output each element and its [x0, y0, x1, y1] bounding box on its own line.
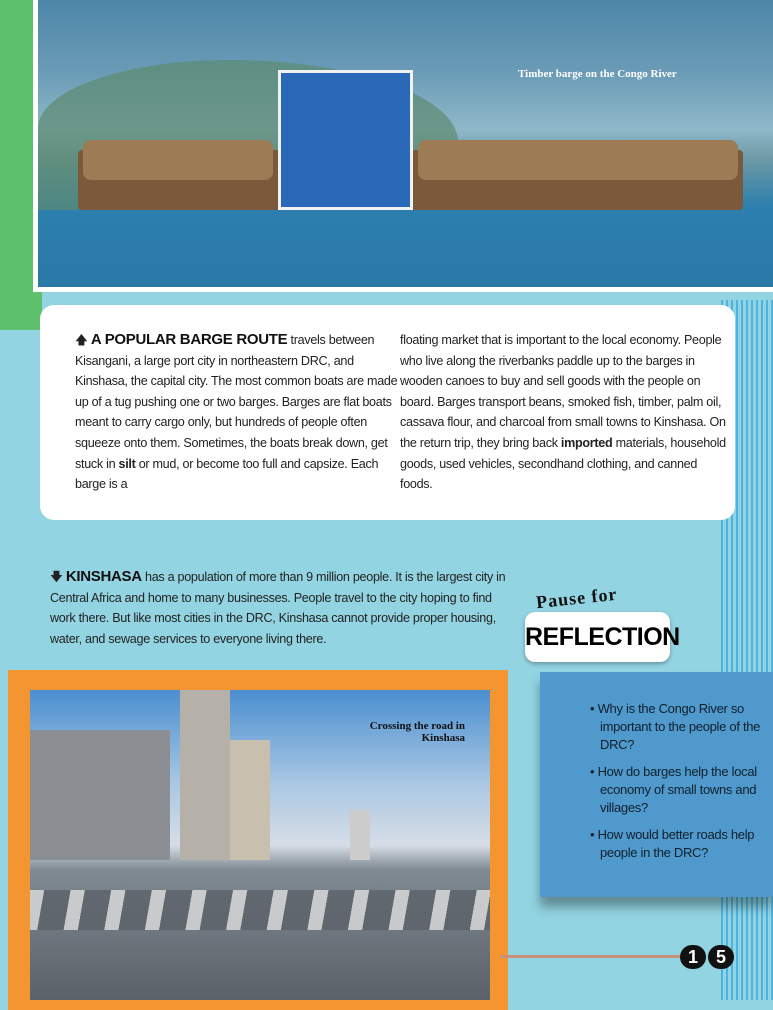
question: • How would better roads help people in the DRC? [590, 826, 765, 862]
question: • Why is the Congo River so important to the people of the DRC? [590, 700, 765, 754]
barge-text-col1 [75, 330, 405, 495]
body-text: floating market that is important to the local economy. People who live along the riverbanks paddle up to the barges in wooden canoes to buy and sell goods with the people on board. Barges transport beans, smoked fish, timber, palm oil, cassava flour, and charcoal from small towns to Kinshasa. On the return trip, they bring back [400, 333, 726, 450]
section-heading: A POPULAR BARGE ROUTE [90, 331, 288, 348]
section-heading: KINSHASA [65, 568, 142, 585]
page-digit: 5 [708, 945, 734, 969]
cargo [418, 140, 738, 180]
body-text: materials, household goods, used vehicles, secondhand clothing, and canned foods. [400, 435, 726, 492]
body-text: or mud, or become too full and capsize. Each barge is a [75, 456, 379, 492]
question: • How do barges help the local economy of small towns and villages? [590, 763, 765, 817]
building [30, 730, 170, 860]
barge-text-col2 [400, 330, 730, 495]
building [230, 740, 270, 860]
glossary-term: silt [118, 456, 136, 471]
divider [500, 955, 680, 958]
building [180, 690, 230, 860]
street-photo [30, 690, 490, 1000]
glossary-term: imported [560, 435, 613, 450]
reflection-label: REFLECTION [525, 612, 670, 662]
crosswalk [30, 890, 490, 930]
building [350, 810, 370, 860]
barge-photo [33, 0, 773, 292]
page-number [680, 945, 734, 969]
body-text: has a population of more than 9 million people. It is the largest city in Central Africa and home to many businesses. People travel to the city hoping to find work there. But like most cities in the DRC, Kinshasa cannot provide proper housing, water, and sewage services to everyone living there. [50, 570, 506, 646]
photo-caption: Crossing the road in Kinshasa [369, 720, 465, 744]
reflection-note [540, 672, 773, 897]
tugboat [278, 70, 413, 210]
body-text: travels between Kisangani, a large port city in northeastern DRC, and Kinshasa, the capital city. The most common boats are made up of a tug pushing one or two barges. Barges are flat boats meant to carry cargo only, but hundreds of people often squeeze onto them. Sometimes, the boats break down, get stuck in [75, 333, 398, 471]
cargo [83, 140, 273, 180]
page-digit: 1 [680, 945, 706, 969]
photo-caption: Timber barge on the Congo River [518, 68, 677, 80]
kinshasa-text [50, 567, 510, 649]
arrow-down-icon: 🡇 [50, 570, 66, 584]
arrow-up-icon: 🡅 [75, 333, 91, 347]
pause-label: Pause for [535, 583, 619, 613]
